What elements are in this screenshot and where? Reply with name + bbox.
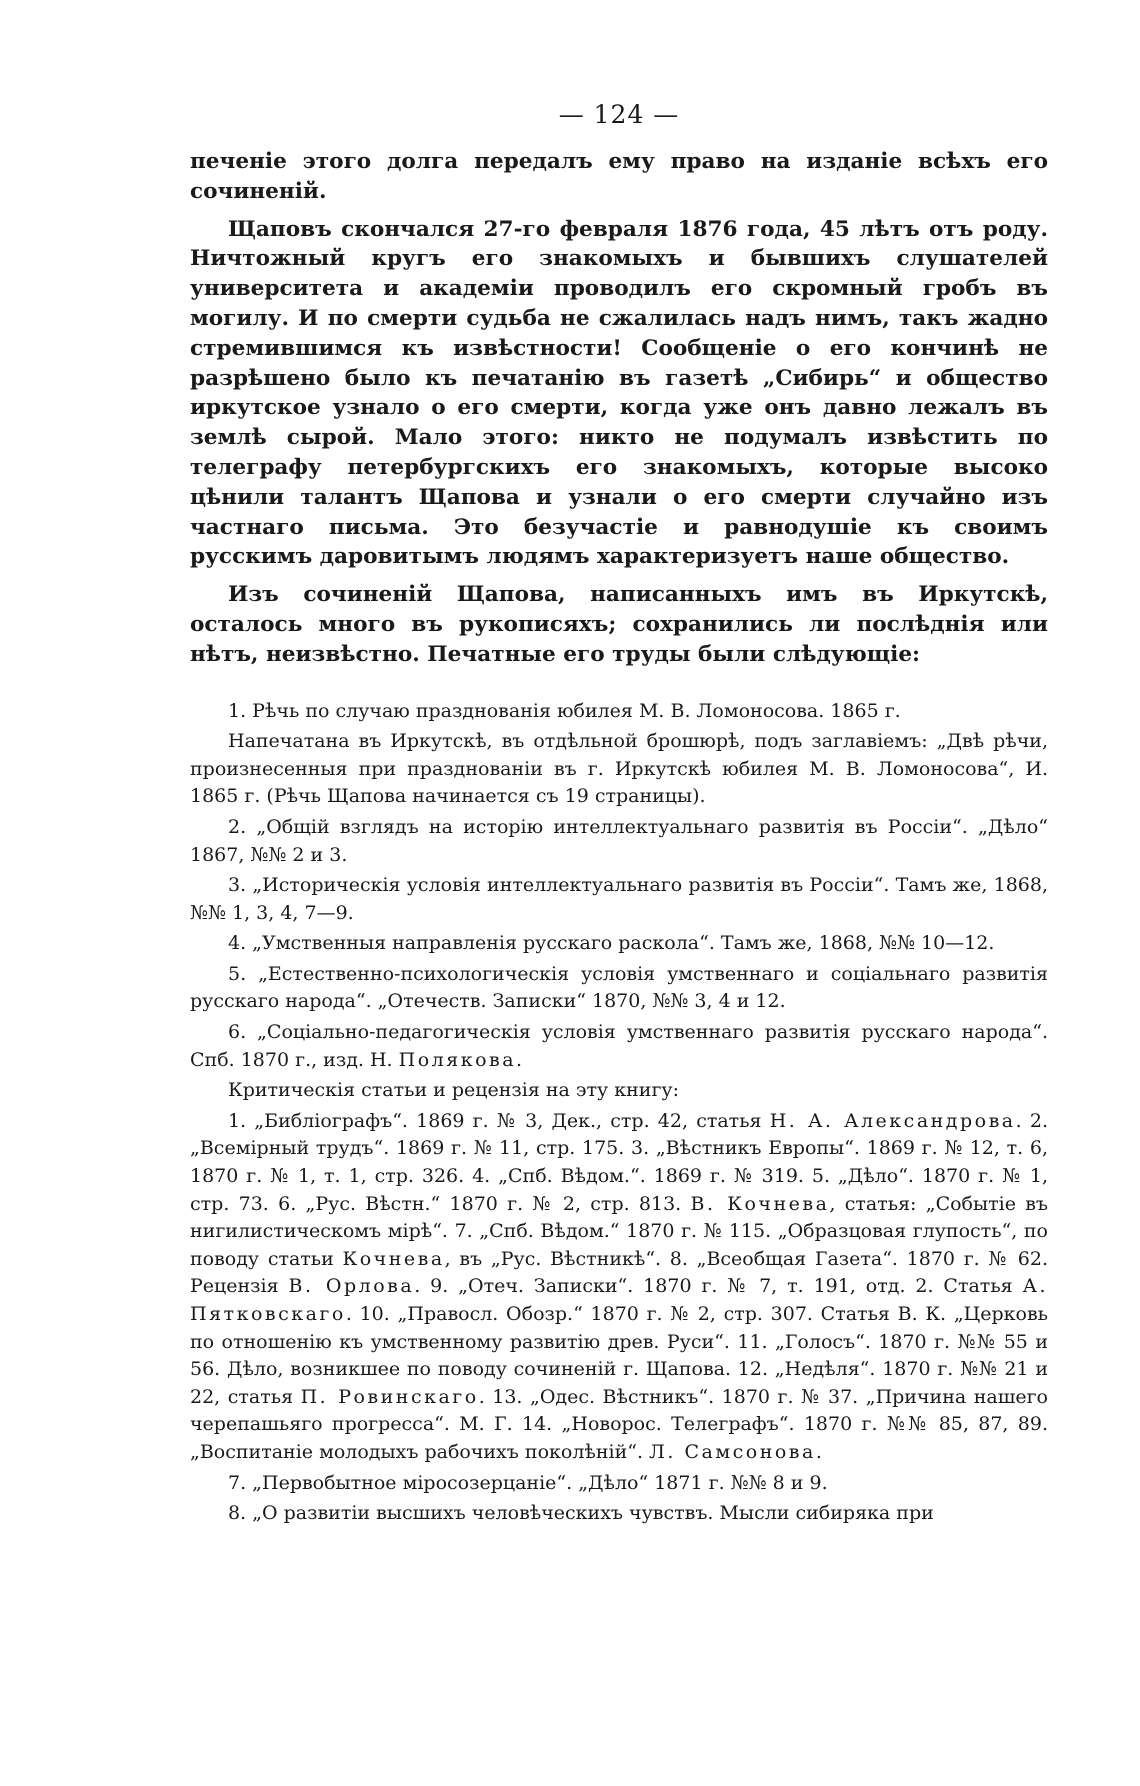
book-page — [190, 100, 1048, 1531]
paragraph-continuation: печеніе этого долга передалъ ему право на изданіе всѣхъ его сочиненій. — [190, 149, 1048, 204]
critic-list — [190, 1108, 1048, 1467]
bibliography-item-7: 7. „Первобытное міросозерцаніе“. „Дѣло“ 1871 г. №№ 8 и 9. — [228, 1471, 828, 1494]
critic-author-rovinsky: П. Ровинскаго — [300, 1385, 479, 1408]
critic-text-e: , статья: „Событіе въ нигилистическомъ мірѣ“. 7. „Спб. Вѣдом.“ 1870 г. № 115. „Образцовая глупость“, по поводу статьи — [190, 1192, 1048, 1270]
bibliography-item-1: 1. Рѣчь по случаю празднованія юбилея М. В. Ломоносова. 1865 г. — [228, 699, 901, 722]
paragraph-works-intro: Изъ сочиненій Щапова, написанныхъ имъ въ Иркутскѣ, осталось много въ рукописяхъ; сохранились ли послѣднія или нѣтъ, неизвѣстно. Печатные его труды были слѣдующіе: — [190, 582, 1048, 667]
bibliography-item-2: 2. „Общій взглядъ на исторію интеллектуальнаго развитія въ Россіи“. „Дѣло“ 1867, №№ 2 и 3. — [190, 815, 1048, 866]
critic-text-i: . 9. „Отеч. Записки“. 1870 г. № 7, т. 191, отд. 2. Статья — [414, 1275, 1023, 1298]
bibliography-item-3: 3. „Историческія условія интеллектуальнаго развитія въ Россіи“. Тамъ же, 1868, №№ 1, 3, 4, 7—9. — [190, 874, 1048, 924]
critic-text-a: 1. „Библіографъ“. 1869 г. № 3, Дек., стр. 42, статья — [228, 1109, 770, 1132]
critic-author-aleksandrov: Н. А. Александрова — [769, 1109, 1016, 1132]
critic-text-c: . 2. „Всемірный трудъ“. 1869 г. № 11, стр. 175. 3. „Вѣстникъ Европы“. 1869 г. № 12, т. 6, 1870 г. № 1, т. 1, стр. 326. 4. „Спб. Вѣдом.“. 1869 г. № 319. 5. „Дѣло“. 1870 г. № 1, стр. 73. 6. „Рус. Вѣстн.“ 1870 г. № 2, стр. 813. — [190, 1109, 1048, 1215]
bibliography-item-1-note: Напечатана въ Иркутскѣ, въ отдѣльной брошюрѣ, подъ заглавіемъ: „Двѣ рѣчи, произнесенныя при празднованіи въ г. Иркутскѣ юбилея М. В. Ломоносова“, И. 1865 г. (Рѣчь Щапова начинается съ 19 страницы). — [190, 730, 1048, 808]
critic-author-pyatkovsky: А. Пятковскаго — [190, 1275, 1048, 1326]
item-6-text: 6. „Соціально-педагогическія условія умственнаго развитія русскаго народа“. Спб. 1870 г., изд. Н. — [190, 1021, 1048, 1071]
critic-author-samsonov: Л. Самсонова — [649, 1440, 816, 1463]
bibliography-item-6 — [190, 1019, 1048, 1074]
critic-heading: Критическія статьи и рецензія на эту книгу: — [228, 1079, 680, 1102]
critic-text-g: , въ „Рус. Вѣстникѣ“. 8. „Всеобщая Газета“. 1870 г. № 62. Рецензія — [190, 1247, 1048, 1298]
bibliography-item-4: 4. „Умственныя направленія русскаго раскола“. Тамъ же, 1868, №№ 10—12. — [228, 932, 995, 955]
page-number: — 124 — — [558, 100, 680, 129]
critic-author-kochnev-2: Кочнева — [342, 1247, 445, 1270]
paragraph-death-of-shchapov: Щаповъ скончался 27-го февраля 1876 года, 45 лѣтъ отъ роду. Ничтожный кругъ его знакомыхъ и бывшихъ слушателей университета и академіи проводилъ его скромный гробъ въ могилу. И по смерти судьба не сжалилась надъ нимъ, такъ жадно стремившимся къ извѣстности! Сообщеніе о его кончинѣ не разрѣшено было къ печатанію въ газетѣ „Сибирь“ и общество иркутское узнало о его смерти, когда уже онъ давно лежалъ въ землѣ сырой. Мало этого: никто не подумалъ извѣстить по телеграфу петербургскихъ его знакомыхъ, которые высоко цѣнили талантъ Щапова и узнали о его смерти случайно изъ частнаго письма. Это безучастіе и равнодушіе къ своимъ русскимъ даровитымъ людямъ характеризуетъ наше общество. — [190, 216, 1048, 570]
item-6-publisher: Полякова — [398, 1048, 517, 1071]
critic-author-orlov: В. Орлова — [288, 1275, 415, 1298]
bibliography-item-8: 8. „О развитіи высшихъ человѣческихъ чувствъ. Мысли сибиряка при — [228, 1502, 934, 1525]
critic-author-kochnev: В. Кочнева — [690, 1192, 830, 1215]
critic-text-o: . — [815, 1440, 822, 1463]
bibliography-list — [190, 698, 1048, 1528]
critic-text-k: . 10. „Правосл. Обозр.“ 1870 г. № 2, стр. 307. Статья В. К. „Церковь по отношенію къ умственному развитію древ. Руси“. 11. „Голосъ“. 1870 г. №№ 55 и 56. Дѣло, возникшее по поводу сочиненій г. Щапова. 12. „Недѣля“. 1870 г. №№ 21 и 22, статья — [190, 1303, 1048, 1408]
critic-text-m: . 13. „Одес. Вѣстникъ“. 1870 г. № 37. „Причина нашего черепашьяго прогресса“. М. Г. 14. „Новорос. Телеграфъ“. 1870 г. №№ 85, 87, 89. „Воспитаніе молодыхъ рабочихъ поколѣній“. — [190, 1385, 1048, 1463]
bibliography-item-5: 5. „Естественно-психологическія условія умственнаго и соціальнаго развитія русскаго народа“. „Отечеств. Записки“ 1870, №№ 3, 4 и 12. — [190, 962, 1048, 1013]
item-6-end: . — [516, 1048, 523, 1071]
